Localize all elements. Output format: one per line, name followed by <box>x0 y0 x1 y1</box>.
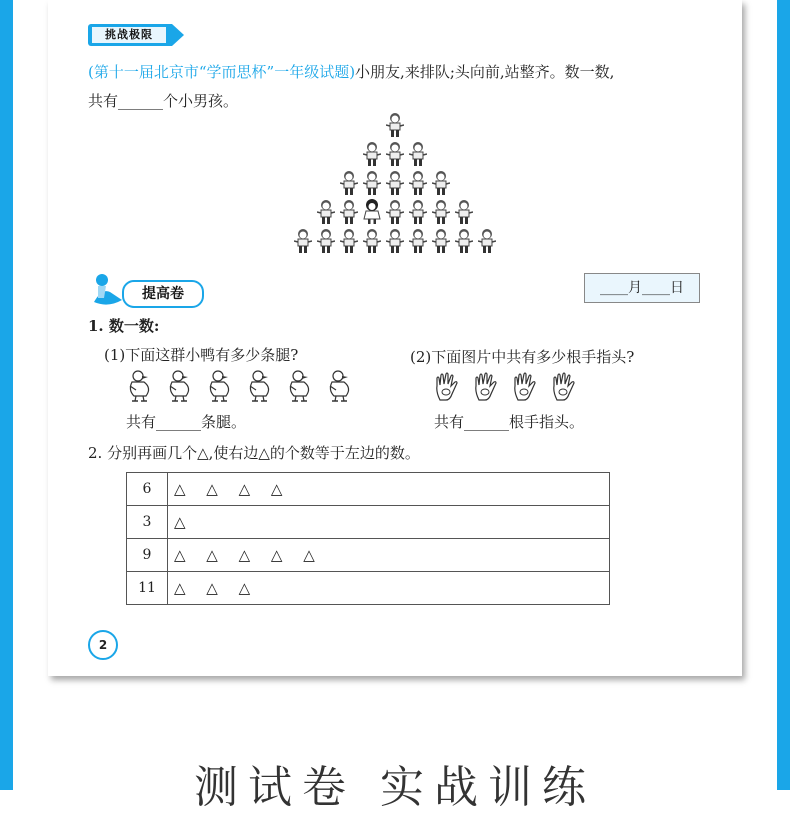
triangles: △ △ △ △ △ <box>174 546 315 564</box>
boy-figure <box>386 112 404 138</box>
boy-figure <box>294 228 312 254</box>
boys-pyramid <box>290 112 500 258</box>
challenge-question <box>88 62 614 82</box>
boy-figure <box>363 170 381 196</box>
boy-figure <box>409 170 427 196</box>
challenge-question-line2: 共有______个小男孩。 <box>88 92 239 110</box>
q2-title-text: 2. 分别再画几个△,使右边△的个数等于左边的数。 <box>88 444 420 462</box>
boy-figure <box>409 199 427 225</box>
triangles: △ <box>174 513 186 531</box>
q1-part1-prompt: (1)下面这群小鸭有多少条腿? <box>104 346 299 364</box>
triangles: △ △ △ <box>174 579 251 597</box>
triangle-drawing-cell[interactable] <box>168 473 610 506</box>
boy-figure <box>340 228 358 254</box>
boy-figure <box>432 199 450 225</box>
target-number: 11 <box>127 572 168 605</box>
boy-figure <box>340 199 358 225</box>
triangle-drawing-cell[interactable] <box>168 572 610 605</box>
duck-icon <box>286 368 316 404</box>
hand-icon <box>434 372 460 402</box>
right-blue-border <box>777 0 790 790</box>
challenge-question-line1: 小朋友,来排队;头向前,站整齐。数一数, <box>355 63 615 81</box>
boy-figure <box>455 199 473 225</box>
challenge-source: (第十一届北京市“学而思杯”一年级试题) <box>88 63 356 81</box>
left-blue-border <box>0 0 13 790</box>
section-title: 提高卷 <box>122 280 204 308</box>
duck-icon <box>206 368 236 404</box>
boy-figure <box>409 228 427 254</box>
triangle-drawing-cell[interactable] <box>168 539 610 572</box>
q2-title <box>88 443 420 463</box>
boy-figure <box>340 170 358 196</box>
table-row <box>127 539 610 572</box>
q1-part2-answer[interactable]: 共有______根手指头。 <box>434 413 585 431</box>
duck-icon <box>326 368 356 404</box>
boy-figure <box>386 228 404 254</box>
boy-figure <box>317 228 335 254</box>
challenge-banner-label: 挑战极限 <box>92 27 166 43</box>
page-number: 2 <box>88 630 118 660</box>
target-number: 6 <box>127 473 168 506</box>
boy-figure <box>409 141 427 167</box>
table-row <box>127 506 610 539</box>
triangles: △ △ △ △ <box>174 480 283 498</box>
girl-figure <box>363 199 381 225</box>
target-number: 9 <box>127 539 168 572</box>
boy-figure <box>386 141 404 167</box>
duck-icon <box>166 368 196 404</box>
q1-part2-prompt: (2)下面图片中共有多少根手指头? <box>410 348 635 366</box>
triangle-table <box>126 472 610 605</box>
duck-icon <box>126 368 156 404</box>
boy-figure <box>363 141 381 167</box>
boy-figure <box>432 228 450 254</box>
table-row <box>127 473 610 506</box>
table-row <box>127 572 610 605</box>
hands-group <box>434 372 584 406</box>
hand-icon <box>551 372 577 402</box>
bottom-heading: 测试卷 实战训练 <box>194 762 596 813</box>
boy-figure <box>432 170 450 196</box>
hand-icon <box>473 372 499 402</box>
ducks-group <box>126 368 356 406</box>
triangle-drawing-cell[interactable] <box>168 506 610 539</box>
boy-figure <box>455 228 473 254</box>
boy-figure <box>478 228 496 254</box>
challenge-banner <box>88 24 184 46</box>
boy-figure <box>363 228 381 254</box>
q1-part1-answer[interactable]: 共有______条腿。 <box>126 413 247 431</box>
boy-figure <box>386 170 404 196</box>
q1-title: 1. 数一数: <box>88 317 160 335</box>
hand-icon <box>512 372 538 402</box>
date-field[interactable]: ____月____日 <box>584 273 700 303</box>
target-number: 3 <box>127 506 168 539</box>
boy-figure <box>317 199 335 225</box>
boy-figure <box>386 199 404 225</box>
duck-icon <box>246 368 276 404</box>
